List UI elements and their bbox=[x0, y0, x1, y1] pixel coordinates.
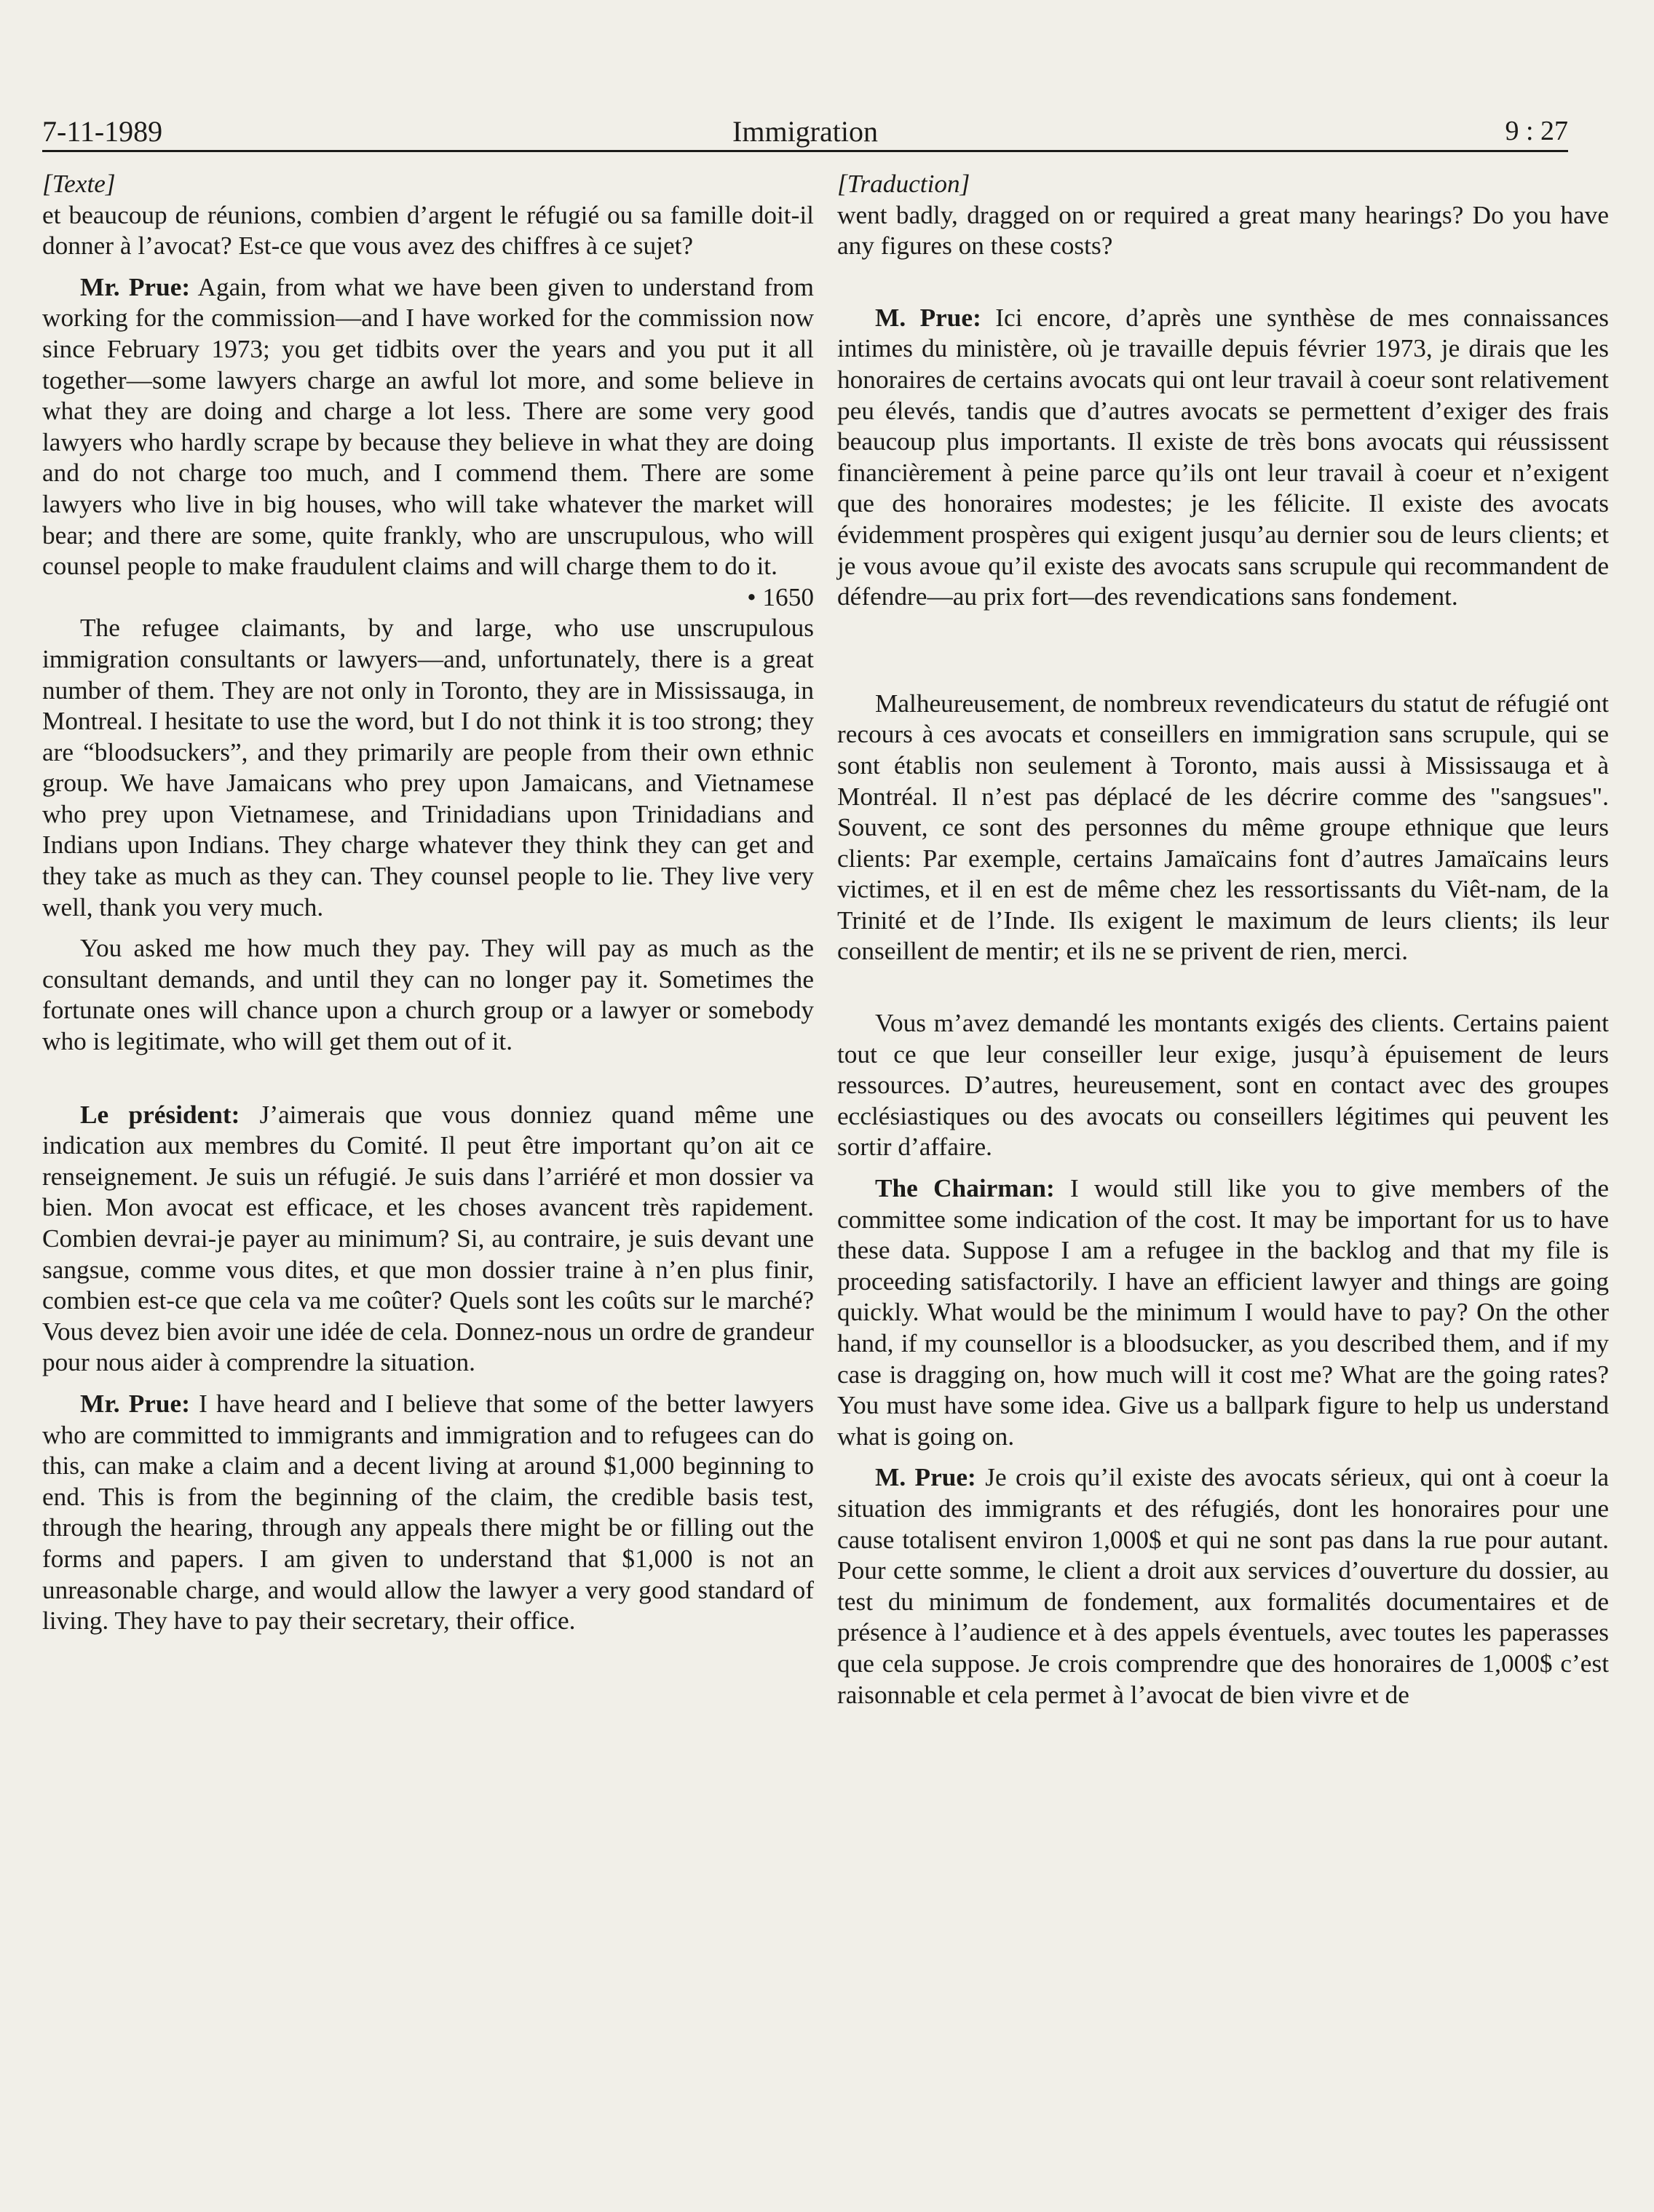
paragraph: Vous m’avez demandé les montants exigés des clients. Certains paient tout ce que leur conseiller leur exige, jusqu’à épuisement de leurs ressources. D’autres, heureusement, sont en contact avec des groupes ecclésiastiques ou des avocats ou conseillers légitimes qui peuvent les sortir d’affaire. bbox=[837, 1009, 1609, 1162]
page-header bbox=[42, 106, 1568, 152]
speaker-name: M. Prue: bbox=[875, 1463, 976, 1492]
speech-text: Je crois qu’il existe des avocats sérieux, qui ont à coeur la situation des immigrants et des réfugiés, dont les honoraires pour une cause totalisent environ 1,000$ et qui ne sont pas dans la rue pour autant. Pour cette somme, le client a droit aux services d’ouverture du dossier, au test du minimum de fondement, aux formalités documentaires et de présence à l’audience et à des appels éventuels, avec toutes les paperasses que cela suppose. Je crois comprendre que des honoraires de 1,000$ c’est raisonnable et cela permet à l’avocat de bien vivre et de bbox=[837, 1463, 1609, 1709]
left-column-english bbox=[42, 169, 814, 1637]
paragraph bbox=[42, 1389, 814, 1637]
paragraph bbox=[837, 1462, 1609, 1710]
paragraph bbox=[42, 272, 814, 582]
speaker-name: M. Prue: bbox=[875, 303, 981, 332]
speaker-name: The Chairman: bbox=[875, 1174, 1055, 1203]
paragraph bbox=[837, 303, 1609, 613]
time-marker: • 1650 bbox=[747, 582, 814, 611]
speech-text: Again, from what we have been given to understand from working for the commission—and I have worked for the commission now since February 1973; you get tidbits over the years and you put it all together—some lawyers charge an awful lot more, and some believe in what they are doing and charge a lot less. There are some very good lawyers who hardly scrape by because they believe in what they are doing and do not charge too much, and I commend them. There are some lawyers who live in big houses, who will take whatever the market will bear; and there are some, quite frankly, who are unscrupulous, who will counsel people to make fraudulent claims and will charge them to do it. bbox=[42, 272, 814, 581]
speech-text: I have heard and I believe that some of the better lawyers who are committed to immigrants and immigration and to refugees can do this, can make a claim and a decent living at around $1,000 beginning to end. This is from the beginning of the claim, the credible basis test, through the hearing, through any appeals there might be or filling out the forms and papers. I am given to understand that $1,000 is not an unreasonable charge, and would allow the lawyer a very good standard of living. They have to pay their secretary, their office. bbox=[42, 1389, 814, 1636]
paragraph: et beaucoup de réunions, combien d’argent le réfugié ou sa famille doit-il donner à l’avocat? Est-ce que vous avez des chiffres à ce sujet? bbox=[42, 200, 814, 261]
speech-text: I would still like you to give members of the committee some indication of the cost. It may be important for us to have these data. Suppose I am a refugee in the backlog and that my file is proceeding satisfactorily. I have an efficient lawyer and things are going quickly. What would be the minimum I would have to pay? On the other hand, if my counsellor is a bloodsucker, as you described them, and if my case is dragging on, how much will it cost me? What are the going rates? You must have some idea. Give us a ballpark figure to help us understand what is going on. bbox=[837, 1174, 1609, 1451]
language-tag: [Texte] bbox=[42, 170, 116, 198]
header-title: Immigration bbox=[732, 115, 878, 148]
speaker-name: Mr. Prue: bbox=[80, 272, 191, 301]
header-date: 7-11-1989 bbox=[42, 115, 163, 148]
paragraph: The refugee claimants, by and large, who use unscrupulous immigration consultants or lawyers—and, unfortunately, there is a great number of them. They are not only in Toronto, they are in Mississauga, in Montreal. I hesitate to use the word, but I do not think it is too strong; they are “bloodsuckers”, and they primarily are people from their own ethnic group. We have Jamaicans who prey upon Jamaicans, and Vietnamese who prey upon Vietnamese, and Trinidadians upon Trinidadians and Indians upon Indians. They charge whatever they think they can get and they take as much as they can. They counsel people to lie. They live very well, thank you very much. bbox=[42, 614, 814, 921]
paragraph: You asked me how much they pay. They will pay as much as the consultant demands, and until they can no longer pay it. Sometimes the fortunate ones will chance upon a church group or a lawyer or somebody who is legitimate, who will get them out of it. bbox=[42, 934, 814, 1056]
paragraph: went badly, dragged on or required a great many hearings? Do you have any figures on these costs? bbox=[837, 200, 1609, 261]
paragraph bbox=[42, 1100, 814, 1379]
language-tag: [Traduction] bbox=[837, 170, 970, 198]
speech-text: Ici encore, d’après une synthèse de mes connaissances intimes du ministère, où je travaille depuis février 1973, je dirais que les honoraires de certains avocats qui ont leur travail à coeur sont relativement peu élevés, tandis que d’autres avocats se permettent d’exiger des frais beaucoup plus importants. Il existe de très bons avocats qui réussissent financièrement à peine parce qu’ils ont leur travail à coeur et n’exigent que des honoraires modestes; je les félicite. Il existe des avocats évidemment prospères qui exigent jusqu’au dernier sou de leurs clients; et je vous avoue qu’il existe des avocats sans scrupule qui recommandent de défendre—au prix fort—des revendications sans fondement. bbox=[837, 303, 1609, 611]
speaker-name: Le président: bbox=[80, 1100, 240, 1129]
speaker-name: Mr. Prue: bbox=[80, 1389, 190, 1418]
header-page-number: 9 : 27 bbox=[1505, 116, 1568, 146]
speech-text: J’aimerais que vous donniez quand même une indication aux membres du Comité. Il peut être important qu’on ait ce renseignement. Je suis un réfugié. Je suis dans l’arriéré et mon dossier va bien. Mon avocat est efficace, et les choses avancent très rapidement. Combien devrai-je payer au minimum? Si, au contraire, je suis devant une sangsue, comme vous dites, et que mon dossier traine à n’en plus finir, combien est-ce que cela va me coûter? Quels sont les coûts sur le marché? Vous devez bien avoir une idée de cela. Donnez-nous un ordre de grandeur pour nous aider à comprendre la situation. bbox=[42, 1100, 814, 1377]
right-column-translation bbox=[837, 169, 1609, 1710]
paragraph bbox=[837, 1173, 1609, 1452]
paragraph: Malheureusement, de nombreux revendicateurs du statut de réfugié ont recours à ces avocats et conseillers en immigration sans scrupule, qui se sont établis non seulement à Toronto, mais aussi à Mississauga et à Montréal. Il n’est pas déplacé de les décrire comme des "sangsues". Souvent, ce sont des personnes du même groupe ethnique que leurs clients: Par exemple, certains Jamaïcains font d’autres Jamaïcains leurs victimes, et il en est de même chez les ressortissants du Viêt-nam, de la Trinité et de l’Inde. Ils exigent le maximum de leurs clients; ils leur conseillent de mentir; et ils ne se privent de rien, merci. bbox=[837, 689, 1609, 966]
